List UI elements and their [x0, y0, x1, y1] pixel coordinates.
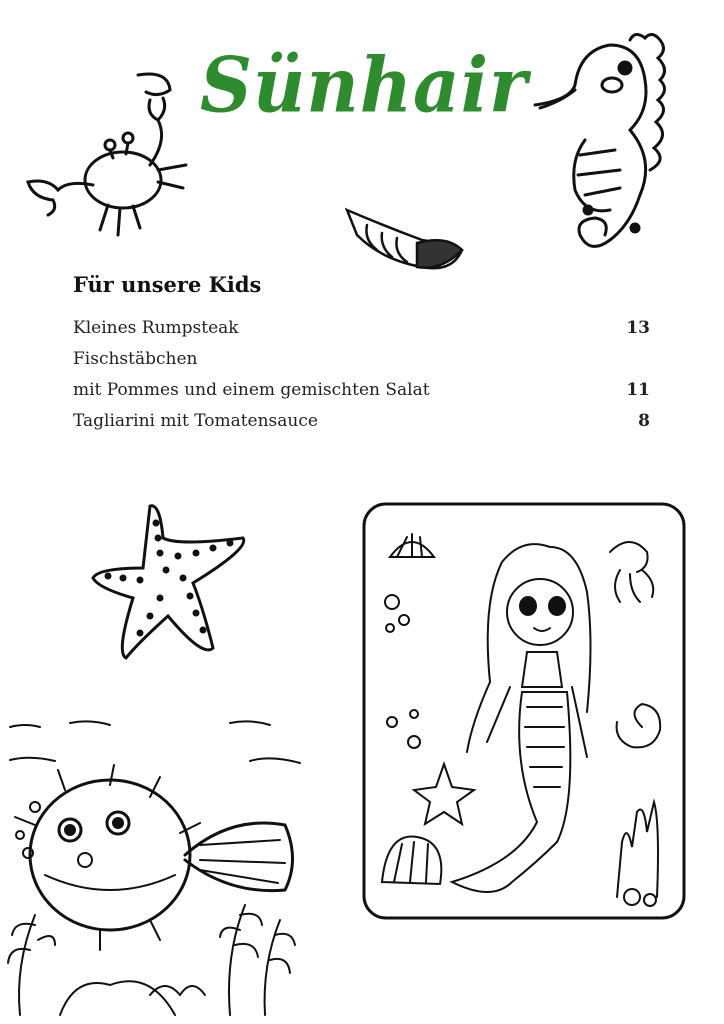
menu-item-price: 13: [626, 318, 650, 338]
menu-item: [73, 313, 650, 344]
menu-item-name: mit Pommes und einem gemischten Salat: [73, 380, 430, 400]
menu-item: [73, 375, 650, 406]
shell-icon: [342, 205, 467, 275]
menu-item-price: 11: [626, 380, 650, 400]
kids-menu: [73, 313, 650, 437]
menu-item-name: Kleines Rumpsteak: [73, 318, 239, 338]
page-title: Sünhair: [200, 39, 528, 130]
crab-icon: [18, 70, 198, 240]
menu-item: [73, 344, 650, 375]
menu-item: [73, 406, 650, 437]
pufferfish-icon: [0, 715, 310, 1020]
mermaid-icon: [362, 502, 686, 920]
section-heading: Für unsere Kids: [73, 272, 262, 297]
seahorse-icon: [530, 30, 680, 265]
menu-item-name: Fischstäbchen: [73, 349, 198, 369]
menu-item-price: 8: [638, 411, 650, 431]
starfish-icon: [88, 498, 253, 663]
menu-item-name: Tagliarini mit Tomatensauce: [73, 411, 318, 431]
